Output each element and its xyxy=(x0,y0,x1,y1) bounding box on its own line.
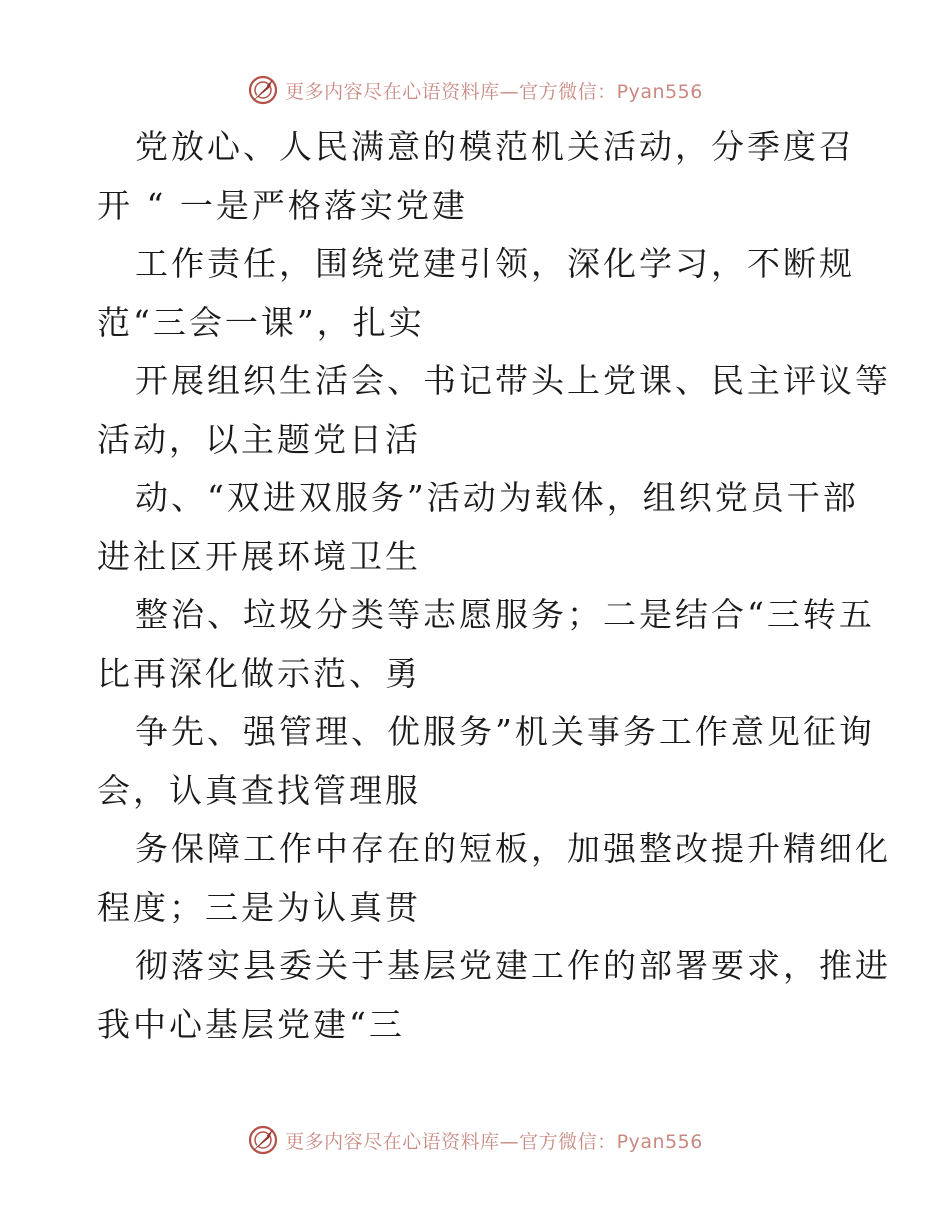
footer-watermark-text: 更多内容尽在心语资料库—官方微信：Pyan556 xyxy=(285,1130,703,1153)
paragraph-line: 比再深化做示范、勇 xyxy=(97,653,421,693)
paragraph-line: 彻落实县委关于基层党建工作的部署要求，推进 xyxy=(135,946,891,985)
footer-watermark xyxy=(0,1120,950,1160)
paragraph-line: 程度；三是为认真贯 xyxy=(97,887,421,927)
paragraph-line: 范“三会一课”，扎实 xyxy=(97,302,425,342)
paragraph-line: 党放心、人民满意的模范机关活动，分季度召 xyxy=(135,127,855,166)
header-watermark-text: 更多内容尽在心语资料库—官方微信：Pyan556 xyxy=(285,80,703,103)
paragraph-line: 工作责任，围绕党建引领，深化学习，不断规 xyxy=(135,244,855,283)
paragraph-line: 会，认真查找管理服 xyxy=(97,770,421,810)
paragraph-line: 进社区开展环境卫生 xyxy=(97,536,421,576)
paragraph-line: 开展组织生活会、书记带头上党课、民主评议等 xyxy=(135,361,891,400)
paragraph-line: 我中心基层党建“三 xyxy=(97,1004,405,1044)
feather-seal-icon xyxy=(247,74,279,106)
header-watermark xyxy=(0,70,950,110)
paragraph-line: 活动，以主题党日活 xyxy=(97,419,421,459)
paragraph-line: 整治、垃圾分类等志愿服务；二是结合“三转五 xyxy=(135,595,875,634)
document-body xyxy=(97,118,891,1054)
paragraph-line: 务保障工作中存在的短板，加强整改提升精细化 xyxy=(135,829,891,868)
paragraph-line: 开 “ 一是严格落实党建 xyxy=(97,185,468,225)
feather-seal-icon xyxy=(247,1124,279,1156)
paragraph-line: 动、“双进双服务”活动为载体，组织党员干部 xyxy=(135,478,859,517)
paragraph-line: 争先、强管理、优服务”机关事务工作意见征询 xyxy=(135,712,875,751)
